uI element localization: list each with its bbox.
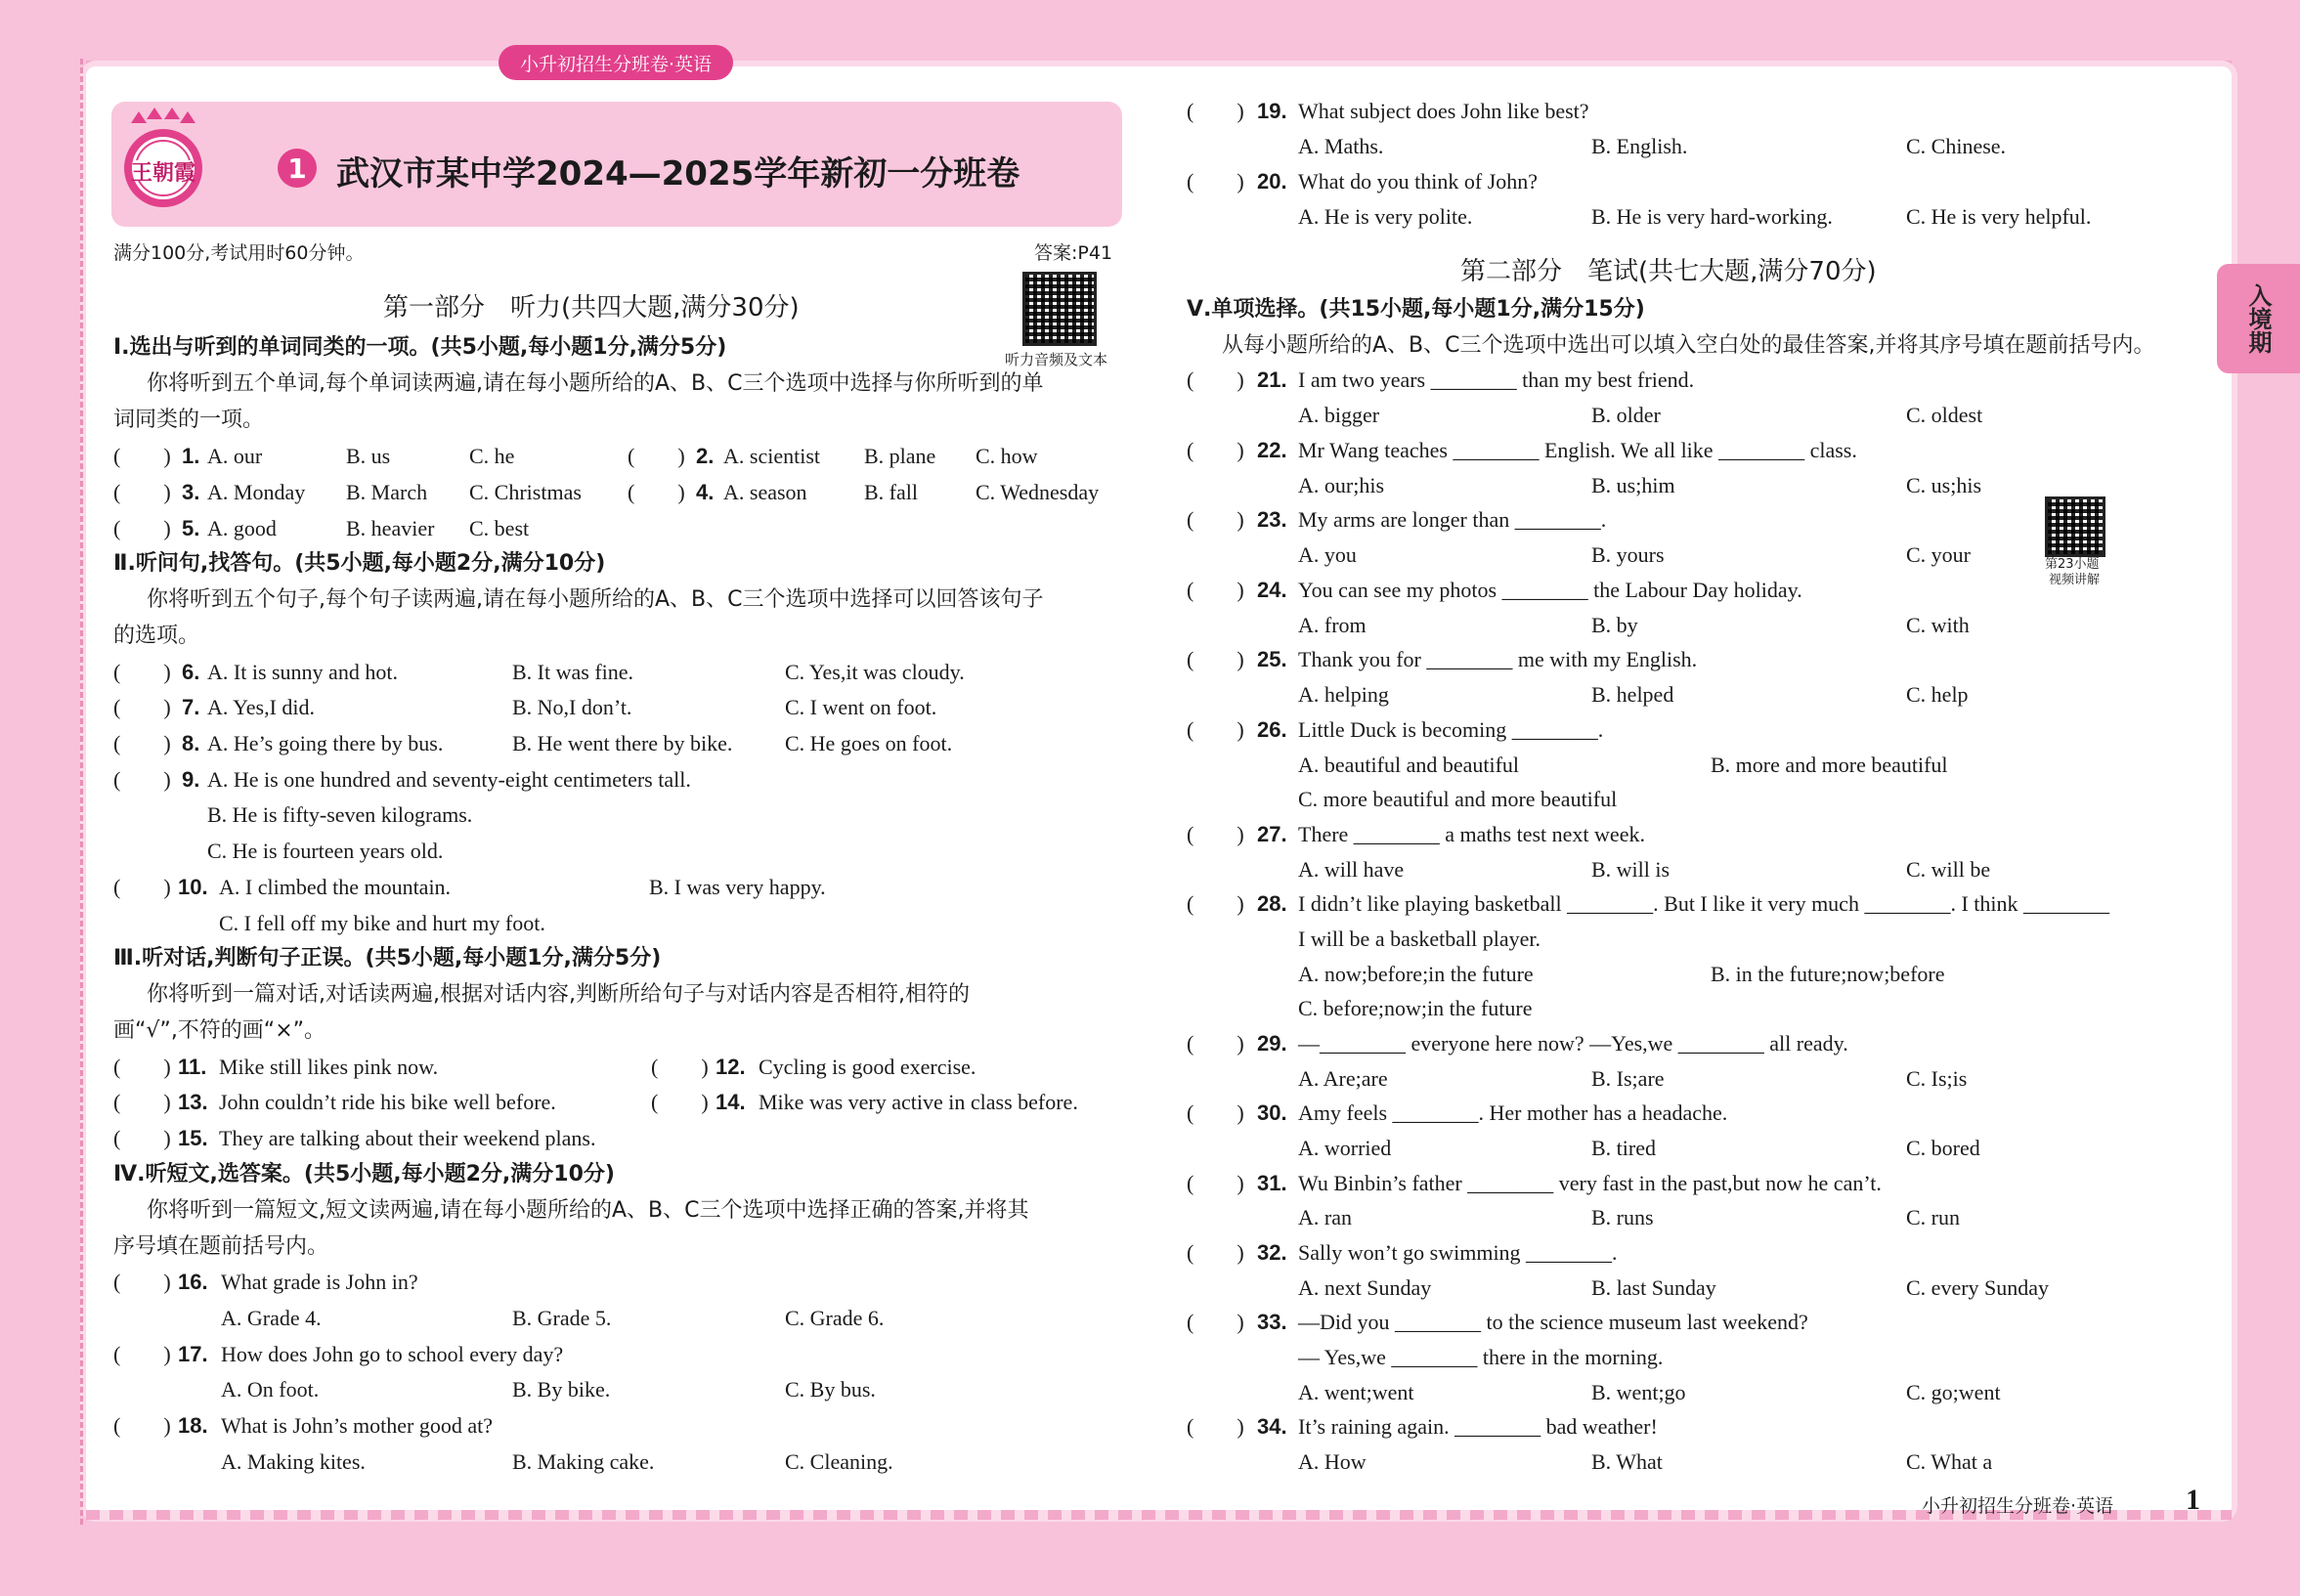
question-number: 12. — [716, 1055, 746, 1079]
listening-qr-caption: 听力音频及文本 — [1005, 351, 1108, 368]
question-text: —Did you ________ to the science museum last weekend? — [1298, 1310, 1808, 1334]
question-number: 2. — [696, 444, 715, 468]
option-c: C. with — [1906, 613, 1970, 637]
answer-bracket[interactable]: ( ) — [1187, 507, 1244, 532]
question-number: 14. — [716, 1090, 746, 1114]
option-c: C. he — [469, 444, 515, 468]
option-c: C. Yes,it was cloudy. — [785, 660, 965, 684]
question-number: 31. — [1257, 1171, 1287, 1195]
answer-bracket[interactable]: ( ) — [628, 480, 685, 504]
question-number: 1. — [182, 444, 200, 468]
answer-bracket[interactable]: ( ) — [113, 1342, 171, 1366]
option-c: C. Is;is — [1906, 1066, 1968, 1091]
answer-bracket[interactable]: ( ) — [628, 444, 685, 468]
answer-bracket[interactable]: ( ) — [113, 767, 171, 792]
option-b: B. last Sunday — [1591, 1275, 1716, 1300]
question-number: 16. — [178, 1270, 208, 1294]
bottom-decorative-band — [86, 1510, 2232, 1520]
question-text: Sally won’t go swimming ________. — [1298, 1240, 1618, 1265]
qr-caption-line1: 第23小题 — [2045, 557, 2100, 572]
question-number: 3. — [182, 480, 200, 504]
qr-caption-line2: 视频讲解 — [2049, 573, 2101, 587]
question-number: 30. — [1257, 1100, 1287, 1125]
question-number: 21. — [1257, 367, 1287, 392]
option-c: C. more beautiful and more beautiful — [1298, 787, 1618, 811]
option-a: A. good — [207, 516, 277, 540]
question-number: 18. — [178, 1413, 208, 1438]
option-a: A. worried — [1298, 1136, 1392, 1160]
option-c: C. will be — [1906, 857, 1991, 882]
option-a: A. It is sunny and hot. — [207, 660, 398, 684]
answer-bracket[interactable]: ( ) — [1187, 647, 1244, 671]
option-a: A. our;his — [1298, 473, 1384, 497]
answer-bracket[interactable]: ( ) — [1187, 99, 1244, 123]
option-a: A. Are;are — [1298, 1066, 1388, 1091]
option-c: C. us;his — [1906, 473, 1982, 497]
question-text: Mike still likes pink now. — [219, 1055, 439, 1079]
question-text: I didn’t like playing basketball ________. But I like it very much ________. I think ________ — [1298, 891, 2109, 916]
answer-bracket[interactable]: ( ) — [113, 1413, 171, 1438]
option-b: B. March — [346, 480, 428, 504]
part2-title: 第二部分 笔试(共七大题,满分70分) — [1460, 257, 1877, 286]
question-number: 33. — [1257, 1310, 1287, 1334]
option-c: C. He is fourteen years old. — [207, 839, 444, 863]
answer-bracket[interactable]: ( ) — [1187, 1171, 1244, 1195]
section2-instructions: 你将听到五个句子,每个句子读两遍,请在每小题所给的A、B、C三个选项中选择可以回答该句子 — [147, 587, 1044, 612]
side-tab[interactable]: 入境期 — [2217, 264, 2300, 373]
option-b: B. I was very happy. — [649, 875, 826, 899]
answer-bracket[interactable]: ( ) — [1187, 1031, 1244, 1056]
page-title: 武汉市某中学2024—2025学年新初一分班卷 — [336, 154, 1020, 194]
option-a: A. bigger — [1298, 403, 1380, 427]
question-number: 8. — [182, 731, 200, 755]
answer-bracket[interactable]: ( ) — [1187, 578, 1244, 602]
section4-heading: Ⅳ.听短文,选答案。(共5小题,每小题2分,满分10分) — [113, 1162, 615, 1186]
option-b: B. in the future;now;before — [1711, 962, 1945, 986]
question-text: Wu Binbin’s father ________ very fast in the past,but now he can’t. — [1298, 1171, 1882, 1195]
answer-reference: 答案:P41 — [1034, 242, 1113, 264]
answer-bracket[interactable]: ( ) — [1187, 438, 1244, 462]
option-a: A. Making kites. — [221, 1449, 366, 1474]
score-info: 满分100分,考试用时60分钟。 — [113, 242, 365, 264]
option-b: B. Is;are — [1591, 1066, 1665, 1091]
option-c: C. Grade 6. — [785, 1306, 885, 1330]
question-text: Cycling is good exercise. — [759, 1055, 976, 1079]
question-text: How does John go to school every day? — [221, 1342, 564, 1366]
option-c: C. Wednesday — [976, 480, 1100, 504]
option-a: A. from — [1298, 613, 1367, 637]
option-c: C. how — [976, 444, 1038, 468]
part1-title: 第一部分 听力(共四大题,满分30分) — [383, 293, 800, 323]
header-label: 小升初招生分班卷·英语 — [499, 45, 733, 80]
question-text: Mike was very active in class before. — [759, 1090, 1078, 1114]
section3-instructions: 你将听到一篇对话,对话读两遍,根据对话内容,判断所给句子与对话内容是否相符,相符的 — [147, 982, 970, 1007]
question-text: They are talking about their weekend plans. — [219, 1126, 596, 1150]
answer-bracket[interactable]: ( ) — [113, 1270, 171, 1294]
question-number: 6. — [182, 660, 200, 684]
option-a: A. helping — [1298, 682, 1389, 707]
question-number: 19. — [1257, 99, 1287, 123]
listening-qr-code — [1022, 272, 1097, 346]
answer-bracket[interactable]: ( ) — [1187, 1100, 1244, 1125]
footer-label: 小升初招生分班卷·英语 — [1922, 1495, 2114, 1517]
brand-logo-text: 王朝霞 — [130, 160, 195, 186]
answer-bracket[interactable]: ( ) — [113, 516, 171, 540]
option-b: B. He is very hard-working. — [1591, 204, 1833, 229]
answer-bracket[interactable]: ( ) — [113, 660, 171, 684]
title-number: 1 — [278, 149, 317, 188]
section1-instructions: 你将听到五个单词,每个单词读两遍,请在每小题所给的A、B、C三个选项中选择与你所听到的单 — [147, 371, 1044, 396]
option-b: B. more and more beautiful — [1711, 753, 1948, 777]
page-number: 1 — [2186, 1484, 2200, 1516]
option-b: B. will is — [1591, 857, 1671, 882]
option-a: A. He is one hundred and seventy-eight centimeters tall. — [207, 767, 691, 792]
option-c: C. I went on foot. — [785, 695, 937, 719]
question-number: 23. — [1257, 507, 1287, 532]
question-number: 27. — [1257, 822, 1287, 846]
answer-bracket[interactable]: ( ) — [113, 1126, 171, 1150]
answer-bracket[interactable]: ( ) — [651, 1055, 709, 1079]
option-c: C. He is very helpful. — [1906, 204, 2092, 229]
question-number: 17. — [178, 1342, 208, 1366]
section5-heading: Ⅴ.单项选择。(共15小题,每小题1分,满分15分) — [1187, 297, 1645, 322]
option-c: C. help — [1906, 682, 1969, 707]
question-number: 10. — [178, 875, 208, 899]
option-a: A. will have — [1298, 857, 1405, 882]
answer-bracket[interactable]: ( ) — [113, 480, 171, 504]
section3-heading: Ⅲ.听对话,判断句子正误。(共5小题,每小题1分,满分5分) — [113, 946, 662, 971]
option-a: A. Maths. — [1298, 134, 1384, 158]
option-b: B. English. — [1591, 134, 1688, 158]
option-b: B. older — [1591, 403, 1661, 427]
question-number: 11. — [178, 1055, 207, 1079]
option-c: C. before;now;in the future — [1298, 996, 1533, 1020]
section1-instructions-cont: 词同类的一项。 — [113, 408, 265, 432]
question-number: 5. — [182, 516, 200, 540]
option-b: B. helped — [1591, 682, 1674, 707]
question-number: 26. — [1257, 717, 1287, 742]
question-number: 25. — [1257, 647, 1287, 671]
option-c: C. go;went — [1906, 1380, 2001, 1404]
answer-bracket[interactable]: ( ) — [113, 875, 171, 899]
option-a: A. ran — [1298, 1205, 1352, 1229]
question-number: 13. — [178, 1090, 208, 1114]
section2-instructions-cont: 的选项。 — [113, 624, 200, 648]
answer-bracket[interactable]: ( ) — [113, 1055, 171, 1079]
option-a: A. beautiful and beautiful — [1298, 753, 1520, 777]
option-c: C. run — [1906, 1205, 1960, 1229]
question-text: Thank you for ________ me with my English. — [1298, 647, 1698, 671]
option-c: C. He goes on foot. — [785, 731, 953, 755]
section3-instructions-cont: 画“√”,不符的画“×”。 — [113, 1018, 326, 1043]
center-spine — [80, 59, 86, 1525]
answer-bracket[interactable]: ( ) — [113, 731, 171, 755]
question-text: What subject does John like best? — [1298, 99, 1589, 123]
option-a: A. next Sunday — [1298, 1275, 1432, 1300]
question-text: John couldn’t ride his bike well before. — [219, 1090, 556, 1114]
question-text-cont: I will be a basketball player. — [1298, 927, 1541, 951]
answer-bracket[interactable]: ( ) — [1187, 1240, 1244, 1265]
option-a: A. He is very polite. — [1298, 204, 1473, 229]
option-a: A. Grade 4. — [221, 1306, 322, 1330]
option-b: B. by — [1591, 613, 1638, 637]
option-c: C. bored — [1906, 1136, 1980, 1160]
option-b: B. tired — [1591, 1136, 1656, 1160]
answer-bracket[interactable]: ( ) — [1187, 822, 1244, 846]
question-number: 28. — [1257, 891, 1287, 916]
option-c: C. best — [469, 516, 530, 540]
option-a: A. He’s going there by bus. — [207, 731, 444, 755]
option-a: A. How — [1298, 1449, 1367, 1474]
question-text: There ________ a maths test next week. — [1298, 822, 1645, 846]
section4-instructions: 你将听到一篇短文,短文读两遍,请在每小题所给的A、B、C三个选项中选择正确的答案,并将其 — [147, 1198, 1029, 1223]
option-b: B. Making cake. — [512, 1449, 655, 1474]
option-c: C. Christmas — [469, 480, 582, 504]
question-text: I am two years ________ than my best friend. — [1298, 367, 1695, 392]
option-b: B. Grade 5. — [512, 1306, 612, 1330]
option-a: A. Monday — [207, 480, 306, 504]
option-b: B. It was fine. — [512, 660, 634, 684]
option-a: A. our — [207, 444, 263, 468]
question-number: 29. — [1257, 1031, 1287, 1056]
question-text: —________ everyone here now? —Yes,we ________ all ready. — [1298, 1031, 1848, 1056]
question-text: My arms are longer than ________. — [1298, 507, 1607, 532]
section4-instructions-cont: 序号填在题前括号内。 — [113, 1234, 329, 1259]
question-text: Mr Wang teaches ________ English. We all like ________ class. — [1298, 438, 1857, 462]
option-c: C. I fell off my bike and hurt my foot. — [219, 911, 545, 935]
question-text-cont: — Yes,we ________ there in the morning. — [1298, 1345, 1664, 1369]
option-b: B. us;him — [1591, 473, 1675, 497]
option-b: B. plane — [864, 444, 936, 468]
option-c: C. By bus. — [785, 1377, 876, 1402]
answer-bracket[interactable]: ( ) — [1187, 717, 1244, 742]
question-number: 15. — [178, 1126, 208, 1150]
question-number: 32. — [1257, 1240, 1287, 1265]
question-text: What grade is John in? — [221, 1270, 418, 1294]
option-b: B. He went there by bike. — [512, 731, 733, 755]
question-number: 4. — [696, 480, 715, 504]
answer-bracket[interactable]: ( ) — [113, 695, 171, 719]
option-a: A. scientist — [723, 444, 820, 468]
answer-bracket[interactable]: ( ) — [1187, 1414, 1244, 1439]
option-b: B. fall — [864, 480, 918, 504]
option-b: B. No,I don’t. — [512, 695, 632, 719]
question-text: It’s raining again. ________ bad weather! — [1298, 1414, 1658, 1439]
option-c: C. your — [1906, 542, 1971, 567]
option-a: A. I climbed the mountain. — [219, 875, 452, 899]
option-a: A. On foot. — [221, 1377, 320, 1402]
option-c: C. every Sunday — [1906, 1275, 2050, 1300]
option-c: C. oldest — [1906, 403, 1983, 427]
question-number: 24. — [1257, 578, 1287, 602]
question-number: 20. — [1257, 169, 1287, 194]
question-number: 34. — [1257, 1414, 1287, 1439]
answer-bracket[interactable]: ( ) — [1187, 891, 1244, 916]
option-b: B. What — [1591, 1449, 1663, 1474]
question-number: 9. — [182, 767, 200, 792]
video-qr-code — [2045, 496, 2105, 557]
question-text: Little Duck is becoming ________. — [1298, 717, 1604, 742]
answer-bracket[interactable]: ( ) — [113, 444, 171, 468]
question-number: 7. — [182, 695, 200, 719]
answer-bracket[interactable]: ( ) — [113, 1090, 171, 1114]
option-a: A. you — [1298, 542, 1357, 567]
section1-heading: Ⅰ.选出与听到的单词同类的一项。(共5小题,每小题1分,满分5分) — [113, 335, 727, 360]
section5-instructions: 从每小题所给的A、B、C三个选项中选出可以填入空白处的最佳答案,并将其序号填在题前括号内。 — [1222, 333, 2155, 358]
option-b: B. heavier — [346, 516, 435, 540]
option-b: B. yours — [1591, 542, 1665, 567]
option-b: B. went;go — [1591, 1380, 1686, 1404]
answer-bracket[interactable]: ( ) — [1187, 367, 1244, 392]
section2-heading: Ⅱ.听问句,找答句。(共5小题,每小题2分,满分10分) — [113, 551, 606, 576]
question-text: Amy feels ________. Her mother has a headache. — [1298, 1100, 1728, 1125]
option-a: A. season — [723, 480, 807, 504]
option-c: C. Cleaning. — [785, 1449, 893, 1474]
question-text: What is John’s mother good at? — [221, 1413, 494, 1438]
question-text: What do you think of John? — [1298, 169, 1539, 194]
option-b: B. us — [346, 444, 391, 468]
option-b: B. He is fifty-seven kilograms. — [207, 802, 473, 827]
question-number: 22. — [1257, 438, 1287, 462]
option-b: B. By bike. — [512, 1377, 611, 1402]
question-text: You can see my photos ________ the Labour Day holiday. — [1298, 578, 1802, 602]
answer-bracket[interactable]: ( ) — [651, 1090, 709, 1114]
answer-bracket[interactable]: ( ) — [1187, 169, 1244, 194]
option-c: C. What a — [1906, 1449, 1993, 1474]
answer-bracket[interactable]: ( ) — [1187, 1310, 1244, 1334]
option-a: A. now;before;in the future — [1298, 962, 1534, 986]
option-c: C. Chinese. — [1906, 134, 2007, 158]
option-b: B. runs — [1591, 1205, 1654, 1229]
option-a: A. Yes,I did. — [207, 695, 316, 719]
option-a: A. went;went — [1298, 1380, 1414, 1404]
